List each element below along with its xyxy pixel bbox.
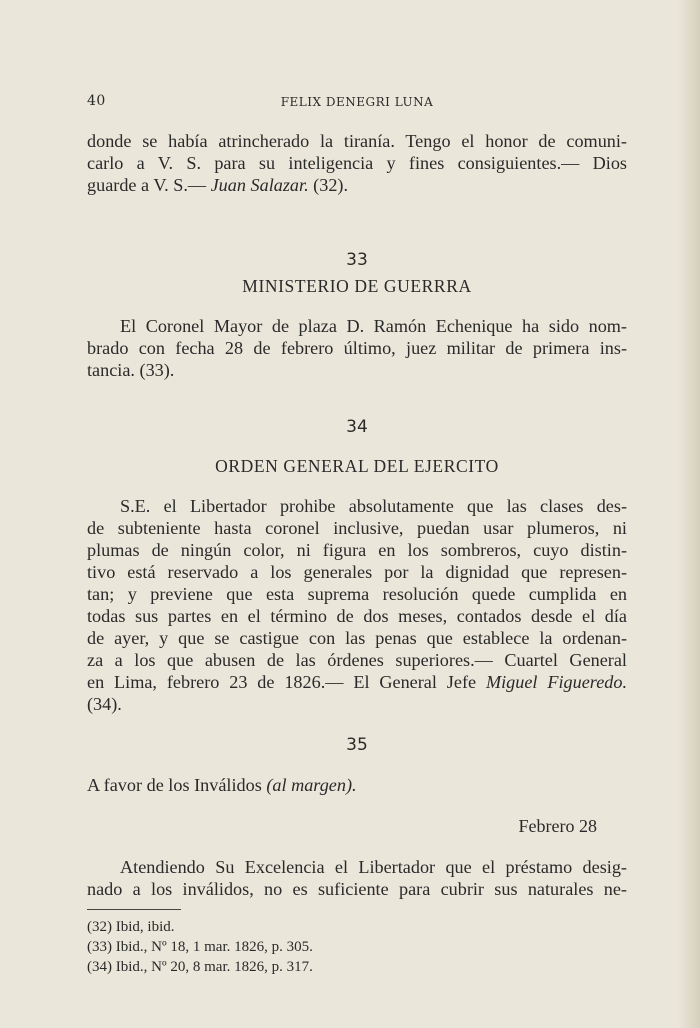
section-number-35: 35 [346,735,368,755]
footnote-rule [87,909,181,910]
page-header [87,93,627,111]
section-35-date: Febrero 28 [518,816,597,836]
section-34-body [87,495,627,715]
signatory-name: Juan Salazar. [210,175,309,195]
footnote-34: (34) Ibid., Nº 20, 8 mar. 1826, p. 317. [87,959,313,975]
section-35-marginal [87,774,627,796]
text-line: tivo está reservado a los generales por la dignidad que represen- [87,562,627,582]
section-35-body [87,856,627,900]
text-line: carlo a V. S. para su inteligencia y fines consiguientes.— Dios [87,153,627,173]
footnote-33: (33) Ibid., Nº 18, 1 mar. 1826, p. 305. [87,939,313,955]
section-number-33: 33 [346,250,368,270]
text-line: de ayer, y que se castigue con las penas que establece la ordenan- [87,628,627,648]
running-title: FELIX DENEGRI LUNA [280,95,434,109]
section-title-33: MINISTERIO DE GUERRRA [242,276,472,296]
text-line: en Lima, febrero 23 de 1826.— El General Jefe Miguel Figueredo. [87,672,627,692]
marginal-note: (al margen). [266,775,357,795]
text-line: S.E. el Libertador prohibe absolutamente que las clases des- [120,496,627,516]
text-line: plumas de ningún color, ni figura en los sombreros, cuyo distin- [87,540,627,560]
text-line: donde se había atrincherado la tiranía. Tengo el honor de comuni- [87,131,627,151]
text-line: todas sus partes en el término de dos meses, contados desde el día [87,606,627,626]
text-line: Atendiendo Su Excelencia el Libertador que el préstamo desig- [120,857,627,877]
text-line: tancia. (33). [87,360,175,380]
text-line: El Coronel Mayor de plaza D. Ramón Echenique ha sido nom- [120,316,627,336]
text-line: nado a los inválidos, no es suficiente para cubrir sus naturales ne- [87,879,627,899]
footnotes [87,917,313,977]
footnote-32: (32) Ibid, ibid. [87,919,175,935]
section-title-34: ORDEN GENERAL DEL EJERCITO [215,456,499,476]
text-line: brado con fecha 28 de febrero último, juez militar de primera ins- [87,338,627,358]
text-line: guarde a V. S.— Juan Salazar. (32). [87,175,349,195]
text-line: (34). [87,694,122,714]
text-line: tan; y previene que esta suprema resolución quede cumplida en [87,584,627,604]
text-line: A favor de los Inválidos (al margen). [87,775,357,795]
section-33-body [87,315,627,381]
page-number: 40 [87,93,106,109]
paragraph-continued [87,130,627,196]
signatory-name: Miguel Figueredo. [485,672,627,692]
text-line: de subteniente hasta coronel inclusive, puedan usar plumeros, ni [87,518,627,538]
section-number-34: 34 [346,417,368,437]
page-edge-shadow [678,0,700,1028]
text-line: za a los que abusen de las órdenes superiores.— Cuartel General [87,650,627,670]
